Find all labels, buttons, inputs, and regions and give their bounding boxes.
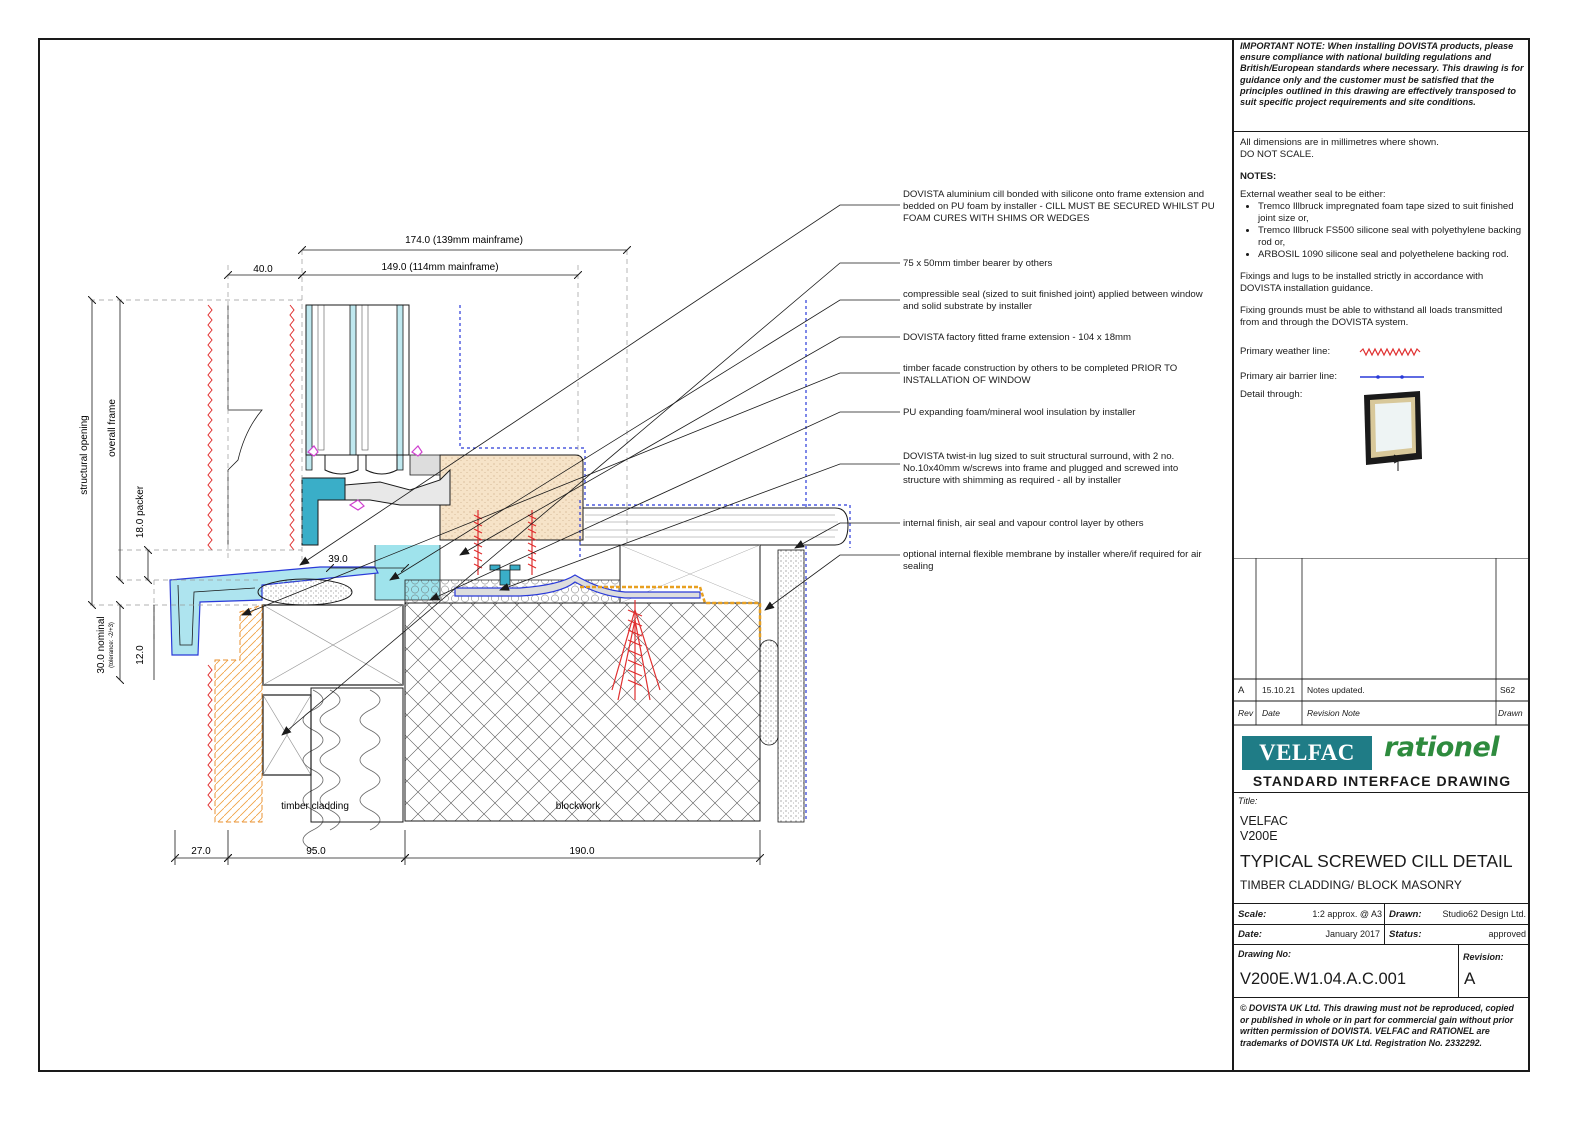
fixings-note: Fixings and lugs to be installed strictly in accordance with DOVISTA installation guidance. [1240,271,1484,294]
callout-cill: DOVISTA aluminium cill bonded with silicone onto frame extension and bedded on PU foam by installer - CILL MUST BE SECURED WHILST PU FOAM CURES WITH SHIMS OR WEDGES [903,189,1215,224]
title-line-1: VELFAC [1240,814,1288,828]
triple-glazing [306,305,409,474]
grounds-note: Fixing grounds must be able to withstand all loads transmitted from and through the DOVISTA system. [1240,305,1503,328]
dim-39: 39.0 [328,554,348,565]
air-barrier-legend [1240,364,1524,389]
revision-value: A [1464,969,1476,988]
scale-row [1234,904,1530,925]
date-value: January 2017 [1325,929,1380,939]
label-timber-cladding: timber cladding [281,801,349,812]
title-line-2: V200E [1240,829,1278,843]
blockwork-section [405,603,760,821]
drawn-label: Drawn: [1384,904,1422,924]
revision-label: Revision: [1463,952,1504,962]
label-blockwork: blockwork [555,801,601,812]
dim-190: 190.0 [569,846,595,857]
rev-a-note: Notes updated. [1307,685,1365,695]
rev-a: A [1238,684,1245,696]
copyright-note: © DOVISTA UK Ltd. This drawing must not be reproduced, copied or published in whole or in part for commercial gain without prior written permission of DOVISTA. VELFAC and RATIONEL are trademarks of DOVISTA UK Ltd. Registration No. 2332292. [1240,1003,1514,1048]
title-main: TYPICAL SCREWED CILL DETAIL [1240,851,1513,871]
dims-note-2: DO NOT SCALE. [1240,149,1314,160]
air-barrier-swatch [1358,372,1428,382]
dim-packer: 18.0 packer [135,485,146,539]
primary-weather-line [208,305,212,810]
status-label: Status: [1384,924,1422,944]
callout-membrane: optional internal flexible membrane by installer where/if required for air sealing [903,549,1202,572]
standard-interface-heading: STANDARD INTERFACE DRAWING [1252,773,1512,789]
dim-overall-frame: overall frame [107,399,118,457]
scale-value: 1:2 approx. @ A3 [1312,909,1382,919]
title-label: Title: [1238,796,1258,806]
dim-27: 27.0 [191,846,211,857]
dim-structural-opening: structural opening [79,415,90,495]
rev-header-date: Date [1262,708,1280,718]
drawing-number-section [1234,944,1530,998]
air-barrier-label: Primary air barrier line: [1240,370,1338,382]
internal-window-board [580,508,848,545]
velfac-logo: VELFAC [1242,736,1372,770]
important-note [1234,38,1530,132]
callout-compressible-seal: compressible seal (sized to suit finished joint) applied between window and solid substrate by installer [903,289,1203,312]
dim-149: 149.0 (114mm mainframe) [381,262,499,273]
rev-header-drawn: Drawn [1498,708,1523,718]
rev-header-note: Revision Note [1307,708,1360,718]
rev-a-date: 15.10.21 [1262,685,1296,695]
rationel-logo: rationel [1384,732,1500,763]
title-block [1232,38,1530,1072]
drawing-no-label: Drawing No: [1238,949,1291,959]
timber-mainframe [440,455,583,540]
rev-header-rev: Rev [1238,708,1254,718]
seal-intro: External weather seal to be either: [1240,189,1386,200]
title-sub: TIMBER CLADDING/ BLOCK MASONRY [1240,878,1462,892]
title-section [1234,792,1530,904]
callout-twist-in-lug: DOVISTA twist-in lug sized to suit structural surround, with 2 no. No.10x40mm w/screws into frame and plugged and screwed into structure with shimming as required - all by installer [903,451,1179,486]
important-note-lead: IMPORTANT NOTE: [1240,41,1325,51]
seal-option-3: • ARBOSIL 1090 silicone seal and polyethelene backing rod. [1258,249,1524,261]
window-thumbnail-icon [1358,389,1428,474]
revision-table [1234,558,1530,726]
dim-tolerance: (tolerance: -2/+3) [109,622,115,668]
compressible-seal [258,579,352,605]
insulation-quilt [303,690,380,850]
callout-frame-extension: DOVISTA factory fitted frame extension - 104 x 18mm [903,332,1132,343]
notes-heading: NOTES: [1240,171,1277,182]
detail-through-label: Detail through: [1240,389,1303,400]
timber-cladding-profile [215,605,262,822]
important-note-body: When installing DOVISTA products, please ensure compliance with national building regulations and British/European standards where necessary. This drawing is for guidance only and the customer must be satisfied that the principles outlined in this drawing are effectively transposed to suit specific project requirements and site conditions. [1240,41,1524,108]
callout-timber-bearer: 75 x 50mm timber bearer by others [903,258,1053,269]
dim-40: 40.0 [253,264,273,275]
rev-a-drawn: S62 [1500,685,1516,695]
callout-internal-finish: internal finish, air seal and vapour control layer by others [903,518,1144,529]
date-row [1234,924,1530,945]
weather-line-legend [1240,339,1524,364]
dim-12: 12.0 [135,645,146,665]
brand-logos [1234,726,1530,793]
detail-through-row [1240,389,1524,479]
weather-line-swatch [1358,347,1428,357]
aluminium-sash-profile [302,478,345,545]
dims-note-1: All dimensions are in millimetres where shown. [1240,137,1439,148]
dim-95: 95.0 [306,846,326,857]
scale-label: Scale: [1238,908,1267,920]
callout-timber-facade: timber facade construction by others to be completed PRIOR TO INSTALLATION OF WINDOW [903,363,1178,386]
drawing-no-value: V200E.W1.04.A.C.001 [1240,970,1407,988]
general-notes [1234,132,1530,558]
status-value: approved [1488,929,1526,939]
callout-pu-foam: PU expanding foam/mineral wool insulation by installer [903,407,1136,418]
seal-option-1: • Tremco Illbruck impregnated foam tape sized to suit finished joint size or, [1258,201,1524,225]
drawn-value: Studio62 Design Ltd. [1442,909,1526,919]
dim-174: 174.0 (139mm mainframe) [405,235,523,246]
weather-line-label: Primary weather line: [1240,345,1331,357]
seal-option-2: • Tremco Illbruck FS500 silicone seal with polyethylene backing rod or, [1258,225,1524,249]
date-label: Date: [1238,928,1262,940]
dim-nominal: 30.0 nominal [96,616,107,674]
